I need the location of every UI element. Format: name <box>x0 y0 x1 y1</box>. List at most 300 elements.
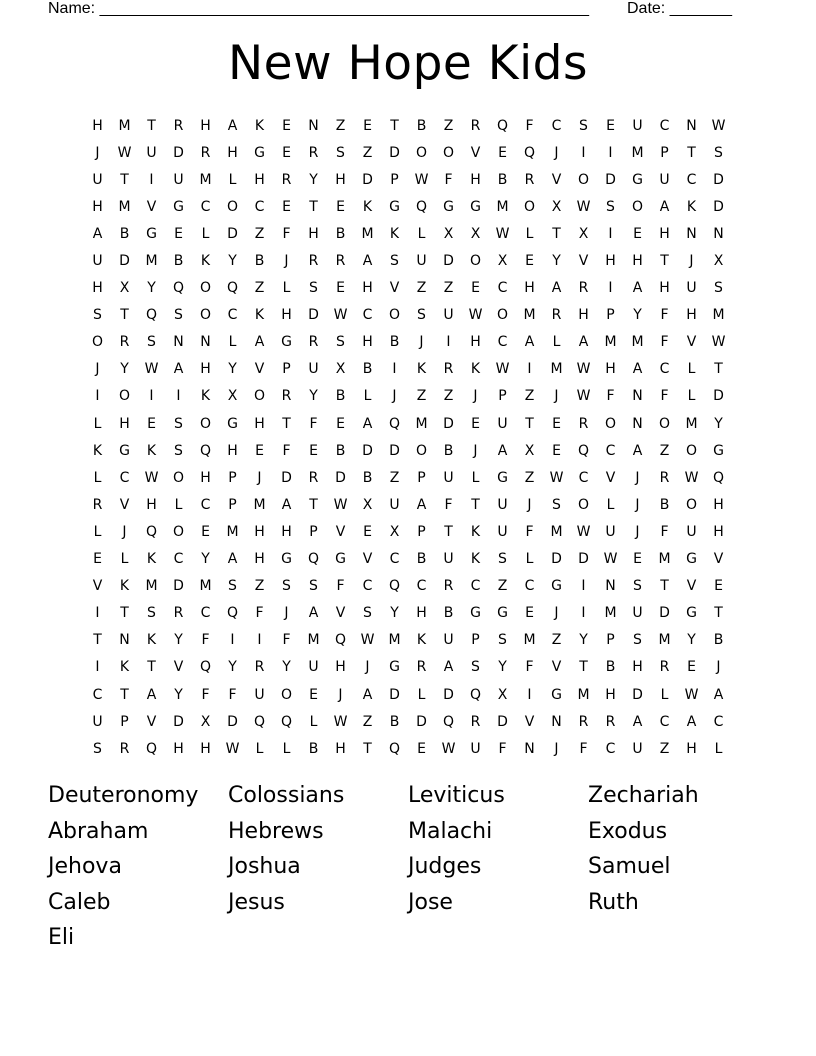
grid-cell[interactable]: I <box>95 605 100 622</box>
grid-cell[interactable]: A <box>713 686 724 703</box>
grid-cell[interactable]: I <box>608 280 613 297</box>
grid-cell[interactable]: T <box>471 496 480 513</box>
grid-cell[interactable]: W <box>549 469 564 486</box>
grid-cell[interactable]: D <box>227 713 238 730</box>
grid-cell[interactable]: O <box>685 496 698 513</box>
grid-cell[interactable]: E <box>336 415 345 432</box>
grid-cell[interactable]: J <box>392 388 397 405</box>
grid-cell[interactable]: E <box>633 551 642 568</box>
grid-cell[interactable]: M <box>199 171 212 188</box>
grid-cell[interactable]: U <box>632 605 643 622</box>
grid-cell[interactable]: L <box>228 334 237 351</box>
grid-cell[interactable]: O <box>577 496 590 513</box>
grid-cell[interactable]: U <box>497 415 508 432</box>
grid-cell[interactable]: T <box>444 523 453 540</box>
grid-cell[interactable]: M <box>253 496 266 513</box>
grid-cell[interactable]: P <box>471 632 480 649</box>
grid-cell[interactable]: L <box>93 469 102 486</box>
grid-cell[interactable]: I <box>392 361 397 378</box>
grid-cell[interactable]: J <box>635 469 640 486</box>
grid-cell[interactable]: K <box>146 442 157 459</box>
grid-cell[interactable]: H <box>335 740 346 757</box>
grid-cell[interactable]: I <box>230 632 235 649</box>
grid-cell[interactable]: S <box>93 740 102 757</box>
grid-cell[interactable]: Q <box>388 740 401 757</box>
grid-cell[interactable]: B <box>713 632 724 649</box>
grid-cell[interactable]: C <box>200 605 211 622</box>
grid-cell[interactable]: R <box>308 469 319 486</box>
grid-cell[interactable]: F <box>579 740 588 757</box>
grid-cell[interactable]: N <box>551 713 562 730</box>
grid-cell[interactable]: M <box>496 198 509 215</box>
grid-cell[interactable]: W <box>711 334 726 351</box>
grid-cell[interactable]: S <box>498 551 507 568</box>
grid-cell[interactable]: O <box>280 686 293 703</box>
grid-cell[interactable]: X <box>497 253 508 270</box>
grid-cell[interactable]: U <box>308 361 319 378</box>
grid-cell[interactable]: H <box>578 307 589 324</box>
grid-cell[interactable]: W <box>495 225 510 242</box>
grid-cell[interactable]: Z <box>254 280 265 297</box>
grid-cell[interactable]: C <box>524 578 535 595</box>
grid-cell[interactable]: H <box>281 307 292 324</box>
grid-cell[interactable]: U <box>92 713 103 730</box>
grid-cell[interactable]: T <box>147 659 156 676</box>
grid-cell[interactable]: C <box>659 117 670 134</box>
grid-cell[interactable]: R <box>173 605 184 622</box>
grid-cell[interactable]: F <box>444 171 453 188</box>
grid-cell[interactable]: I <box>608 144 613 161</box>
grid-cell[interactable]: O <box>442 144 455 161</box>
grid-cell[interactable]: T <box>120 605 129 622</box>
grid-cell[interactable]: U <box>443 469 454 486</box>
grid-cell[interactable]: G <box>173 198 184 215</box>
grid-cell[interactable]: T <box>525 415 534 432</box>
grid-cell[interactable]: C <box>497 334 508 351</box>
grid-cell[interactable]: B <box>605 659 616 676</box>
grid-cell[interactable]: P <box>309 523 318 540</box>
grid-cell[interactable]: M <box>307 632 320 649</box>
grid-cell[interactable]: Q <box>172 280 185 297</box>
grid-cell[interactable]: B <box>362 469 373 486</box>
grid-cell[interactable]: U <box>146 144 157 161</box>
grid-cell[interactable]: W <box>576 388 591 405</box>
grid-cell[interactable]: E <box>336 280 345 297</box>
grid-cell[interactable]: R <box>281 171 292 188</box>
grid-cell[interactable]: A <box>254 334 265 351</box>
grid-cell[interactable]: D <box>713 198 724 215</box>
grid-cell[interactable]: A <box>578 334 589 351</box>
grid-cell[interactable]: Q <box>145 740 158 757</box>
grid-cell[interactable]: Y <box>174 632 183 649</box>
grid-cell[interactable]: L <box>687 361 696 378</box>
grid-cell[interactable]: P <box>606 307 615 324</box>
name-field[interactable]: Name: _______________________________________________________ <box>48 0 589 17</box>
grid-cell[interactable]: V <box>362 551 373 568</box>
grid-cell[interactable]: M <box>145 578 158 595</box>
grid-cell[interactable]: B <box>308 740 319 757</box>
grid-cell[interactable]: A <box>173 361 184 378</box>
grid-cell[interactable]: Z <box>362 144 373 161</box>
grid-cell[interactable]: X <box>389 523 400 540</box>
grid-cell[interactable]: K <box>686 198 697 215</box>
grid-cell[interactable]: V <box>551 171 562 188</box>
grid-cell[interactable]: N <box>632 388 643 405</box>
grid-cell[interactable]: O <box>577 171 590 188</box>
grid-cell[interactable]: K <box>416 361 427 378</box>
grid-cell[interactable]: J <box>554 388 559 405</box>
grid-cell[interactable]: H <box>173 740 184 757</box>
grid-cell[interactable]: K <box>119 578 130 595</box>
grid-cell[interactable]: G <box>281 334 292 351</box>
grid-cell[interactable]: U <box>632 740 643 757</box>
grid-cell[interactable]: D <box>308 307 319 324</box>
grid-cell[interactable]: A <box>551 280 562 297</box>
grid-cell[interactable]: V <box>92 578 103 595</box>
grid-cell[interactable]: J <box>554 144 559 161</box>
grid-cell[interactable]: E <box>633 225 642 242</box>
grid-cell[interactable]: E <box>201 523 210 540</box>
grid-cell[interactable]: S <box>390 253 399 270</box>
grid-cell[interactable]: Y <box>174 686 183 703</box>
grid-cell[interactable]: W <box>414 171 429 188</box>
grid-cell[interactable]: O <box>523 198 536 215</box>
grid-cell[interactable]: H <box>254 171 265 188</box>
grid-cell[interactable]: G <box>713 442 724 459</box>
grid-cell[interactable]: F <box>525 523 534 540</box>
grid-cell[interactable]: T <box>660 578 669 595</box>
grid-cell[interactable]: C <box>605 740 616 757</box>
grid-cell[interactable]: P <box>282 361 291 378</box>
grid-cell[interactable]: C <box>389 551 400 568</box>
grid-cell[interactable]: C <box>551 117 562 134</box>
grid-cell[interactable]: J <box>338 686 343 703</box>
grid-cell[interactable]: E <box>282 117 291 134</box>
grid-cell[interactable]: V <box>254 361 265 378</box>
grid-cell[interactable]: C <box>713 713 724 730</box>
grid-cell[interactable]: O <box>199 415 212 432</box>
grid-cell[interactable]: L <box>120 551 129 568</box>
grid-cell[interactable]: I <box>257 632 262 649</box>
grid-cell[interactable]: A <box>632 442 643 459</box>
grid-cell[interactable]: Y <box>579 632 588 649</box>
grid-cell[interactable]: J <box>689 253 694 270</box>
grid-cell[interactable]: Y <box>147 280 156 297</box>
grid-cell[interactable]: D <box>389 442 400 459</box>
grid-cell[interactable]: L <box>228 171 237 188</box>
grid-cell[interactable]: Y <box>309 388 318 405</box>
grid-cell[interactable]: T <box>687 144 696 161</box>
grid-cell[interactable]: W <box>144 469 159 486</box>
grid-cell[interactable]: E <box>525 605 534 622</box>
grid-cell[interactable]: W <box>684 686 699 703</box>
grid-cell[interactable]: H <box>632 659 643 676</box>
grid-cell[interactable]: B <box>389 334 400 351</box>
grid-cell[interactable]: F <box>660 334 669 351</box>
grid-cell[interactable]: B <box>416 551 427 568</box>
grid-cell[interactable]: L <box>660 686 669 703</box>
grid-cell[interactable]: A <box>632 280 643 297</box>
grid-cell[interactable]: I <box>446 334 451 351</box>
grid-cell[interactable]: E <box>552 442 561 459</box>
grid-cell[interactable]: O <box>199 280 212 297</box>
grid-cell[interactable]: H <box>119 415 130 432</box>
grid-cell[interactable]: O <box>658 415 671 432</box>
grid-cell[interactable]: I <box>581 605 586 622</box>
grid-cell[interactable]: V <box>470 144 481 161</box>
grid-cell[interactable]: G <box>551 686 562 703</box>
grid-cell[interactable]: L <box>714 740 723 757</box>
grid-cell[interactable]: E <box>309 686 318 703</box>
grid-cell[interactable]: Q <box>145 307 158 324</box>
grid-cell[interactable]: F <box>201 632 210 649</box>
grid-cell[interactable]: R <box>119 740 130 757</box>
grid-cell[interactable]: B <box>443 442 454 459</box>
grid-cell[interactable]: E <box>714 578 723 595</box>
grid-cell[interactable]: M <box>523 307 536 324</box>
grid-cell[interactable]: A <box>416 496 427 513</box>
grid-cell[interactable]: X <box>578 225 589 242</box>
grid-cell[interactable]: A <box>632 713 643 730</box>
grid-cell[interactable]: G <box>632 171 643 188</box>
grid-cell[interactable]: C <box>362 578 373 595</box>
grid-cell[interactable]: E <box>147 415 156 432</box>
grid-cell[interactable]: S <box>174 442 183 459</box>
grid-cell[interactable]: N <box>524 740 535 757</box>
grid-cell[interactable]: H <box>686 307 697 324</box>
grid-cell[interactable]: W <box>333 496 348 513</box>
grid-cell[interactable]: B <box>389 713 400 730</box>
grid-cell[interactable]: H <box>200 361 211 378</box>
grid-cell[interactable]: Z <box>254 225 265 242</box>
grid-cell[interactable]: H <box>254 523 265 540</box>
grid-cell[interactable]: T <box>309 198 318 215</box>
grid-cell[interactable]: D <box>362 171 373 188</box>
grid-cell[interactable]: B <box>497 171 508 188</box>
grid-cell[interactable]: L <box>282 280 291 297</box>
grid-cell[interactable]: N <box>200 334 211 351</box>
grid-cell[interactable]: W <box>225 740 240 757</box>
grid-cell[interactable]: X <box>200 713 211 730</box>
grid-cell[interactable]: Q <box>199 442 212 459</box>
grid-cell[interactable]: C <box>227 307 238 324</box>
grid-cell[interactable]: I <box>608 225 613 242</box>
grid-cell[interactable]: E <box>687 659 696 676</box>
grid-cell[interactable]: S <box>552 496 561 513</box>
grid-cell[interactable]: L <box>471 469 480 486</box>
grid-cell[interactable]: H <box>92 198 103 215</box>
grid-cell[interactable]: K <box>92 442 103 459</box>
grid-cell[interactable]: S <box>282 578 291 595</box>
grid-cell[interactable]: G <box>497 469 508 486</box>
grid-cell[interactable]: A <box>362 415 373 432</box>
grid-cell[interactable]: K <box>362 198 373 215</box>
grid-cell[interactable]: V <box>146 198 157 215</box>
grid-cell[interactable]: D <box>173 578 184 595</box>
grid-cell[interactable]: W <box>576 198 591 215</box>
grid-cell[interactable]: P <box>390 171 399 188</box>
grid-cell[interactable]: X <box>227 388 238 405</box>
grid-cell[interactable]: T <box>282 415 291 432</box>
grid-cell[interactable]: M <box>658 551 671 568</box>
grid-cell[interactable]: R <box>578 280 589 297</box>
grid-cell[interactable]: V <box>578 253 589 270</box>
grid-cell[interactable]: Z <box>524 469 535 486</box>
grid-cell[interactable]: W <box>684 469 699 486</box>
grid-cell[interactable]: T <box>714 361 723 378</box>
grid-cell[interactable]: D <box>443 686 454 703</box>
grid-cell[interactable]: H <box>254 551 265 568</box>
grid-cell[interactable]: X <box>551 198 562 215</box>
grid-cell[interactable]: Y <box>228 361 237 378</box>
grid-cell[interactable]: D <box>281 469 292 486</box>
grid-cell[interactable]: O <box>604 415 617 432</box>
grid-cell[interactable]: Q <box>307 551 320 568</box>
grid-cell[interactable]: J <box>635 523 640 540</box>
grid-cell[interactable]: V <box>686 578 697 595</box>
grid-cell[interactable]: H <box>632 253 643 270</box>
grid-cell[interactable]: I <box>95 388 100 405</box>
grid-cell[interactable]: O <box>631 198 644 215</box>
grid-cell[interactable]: H <box>92 117 103 134</box>
grid-cell[interactable]: Y <box>228 253 237 270</box>
grid-cell[interactable]: J <box>284 605 289 622</box>
grid-cell[interactable]: Y <box>282 659 291 676</box>
grid-cell[interactable]: V <box>551 659 562 676</box>
grid-cell[interactable]: D <box>605 171 616 188</box>
grid-cell[interactable]: U <box>443 307 454 324</box>
grid-cell[interactable]: D <box>173 713 184 730</box>
grid-cell[interactable]: C <box>605 442 616 459</box>
grid-cell[interactable]: C <box>173 551 184 568</box>
grid-cell[interactable]: T <box>120 686 129 703</box>
date-field[interactable]: Date: _______ <box>627 0 732 17</box>
grid-cell[interactable]: G <box>227 415 238 432</box>
grid-cell[interactable]: Q <box>253 713 266 730</box>
grid-cell[interactable]: E <box>606 117 615 134</box>
grid-cell[interactable]: Q <box>415 198 428 215</box>
grid-cell[interactable]: L <box>282 740 291 757</box>
grid-cell[interactable]: G <box>281 551 292 568</box>
grid-cell[interactable]: W <box>576 361 591 378</box>
grid-cell[interactable]: R <box>119 334 130 351</box>
grid-cell[interactable]: N <box>686 225 697 242</box>
grid-cell[interactable]: D <box>659 605 670 622</box>
grid-cell[interactable]: Z <box>443 117 454 134</box>
grid-cell[interactable]: C <box>497 280 508 297</box>
grid-cell[interactable]: U <box>92 171 103 188</box>
grid-cell[interactable]: Y <box>498 659 507 676</box>
grid-cell[interactable]: B <box>335 442 346 459</box>
grid-cell[interactable]: Y <box>201 551 210 568</box>
grid-cell[interactable]: J <box>473 388 478 405</box>
grid-cell[interactable]: Y <box>552 253 561 270</box>
grid-cell[interactable]: N <box>632 415 643 432</box>
grid-cell[interactable]: F <box>201 686 210 703</box>
grid-cell[interactable]: N <box>119 632 130 649</box>
grid-cell[interactable]: A <box>632 361 643 378</box>
grid-cell[interactable]: U <box>686 280 697 297</box>
grid-cell[interactable]: W <box>117 144 132 161</box>
grid-cell[interactable]: X <box>713 253 724 270</box>
grid-cell[interactable]: K <box>200 253 211 270</box>
grid-cell[interactable]: Z <box>659 740 670 757</box>
grid-cell[interactable]: S <box>309 578 318 595</box>
grid-cell[interactable]: K <box>470 523 481 540</box>
grid-cell[interactable]: R <box>416 659 427 676</box>
grid-cell[interactable]: K <box>119 659 130 676</box>
grid-cell[interactable]: L <box>417 686 426 703</box>
grid-cell[interactable]: F <box>525 117 534 134</box>
grid-cell[interactable]: F <box>282 442 291 459</box>
grid-cell[interactable]: X <box>119 280 130 297</box>
grid-cell[interactable]: B <box>416 117 427 134</box>
grid-cell[interactable]: A <box>281 496 292 513</box>
grid-cell[interactable]: X <box>443 225 454 242</box>
grid-cell[interactable]: Q <box>145 523 158 540</box>
grid-cell[interactable]: K <box>146 632 157 649</box>
grid-cell[interactable]: J <box>419 334 424 351</box>
grid-cell[interactable]: U <box>389 496 400 513</box>
grid-cell[interactable]: M <box>388 632 401 649</box>
grid-cell[interactable]: V <box>713 551 724 568</box>
grid-cell[interactable]: U <box>92 253 103 270</box>
grid-cell[interactable]: L <box>93 523 102 540</box>
grid-cell[interactable]: O <box>415 442 428 459</box>
grid-cell[interactable]: T <box>363 740 372 757</box>
grid-cell[interactable]: C <box>686 171 697 188</box>
grid-cell[interactable]: G <box>443 198 454 215</box>
grid-cell[interactable]: L <box>552 334 561 351</box>
grid-cell[interactable]: S <box>633 632 642 649</box>
grid-cell[interactable]: W <box>441 740 456 757</box>
grid-cell[interactable]: Z <box>416 388 427 405</box>
grid-cell[interactable]: L <box>309 713 318 730</box>
grid-cell[interactable]: F <box>660 388 669 405</box>
grid-cell[interactable]: O <box>496 307 509 324</box>
grid-cell[interactable]: R <box>578 713 589 730</box>
grid-cell[interactable]: U <box>443 551 454 568</box>
grid-cell[interactable]: V <box>173 659 184 676</box>
grid-cell[interactable]: I <box>149 388 154 405</box>
grid-cell[interactable]: J <box>95 144 100 161</box>
grid-cell[interactable]: H <box>659 225 670 242</box>
grid-cell[interactable]: Q <box>577 442 590 459</box>
grid-cell[interactable]: Y <box>309 171 318 188</box>
grid-cell[interactable]: T <box>579 659 588 676</box>
grid-cell[interactable]: J <box>716 659 721 676</box>
grid-cell[interactable]: Z <box>416 280 427 297</box>
grid-cell[interactable]: Y <box>390 605 399 622</box>
grid-cell[interactable]: M <box>118 117 131 134</box>
grid-cell[interactable]: R <box>92 496 103 513</box>
grid-cell[interactable]: S <box>309 280 318 297</box>
grid-cell[interactable]: H <box>605 686 616 703</box>
grid-cell[interactable]: U <box>686 523 697 540</box>
grid-cell[interactable]: F <box>309 415 318 432</box>
grid-cell[interactable]: Z <box>443 388 454 405</box>
grid-cell[interactable]: K <box>146 551 157 568</box>
grid-cell[interactable]: H <box>605 361 616 378</box>
grid-cell[interactable]: M <box>604 605 617 622</box>
grid-cell[interactable]: P <box>498 388 507 405</box>
grid-cell[interactable]: D <box>335 469 346 486</box>
grid-cell[interactable]: H <box>146 496 157 513</box>
grid-cell[interactable]: B <box>443 605 454 622</box>
grid-cell[interactable]: E <box>282 198 291 215</box>
grid-cell[interactable]: H <box>686 740 697 757</box>
grid-cell[interactable]: H <box>713 523 724 540</box>
